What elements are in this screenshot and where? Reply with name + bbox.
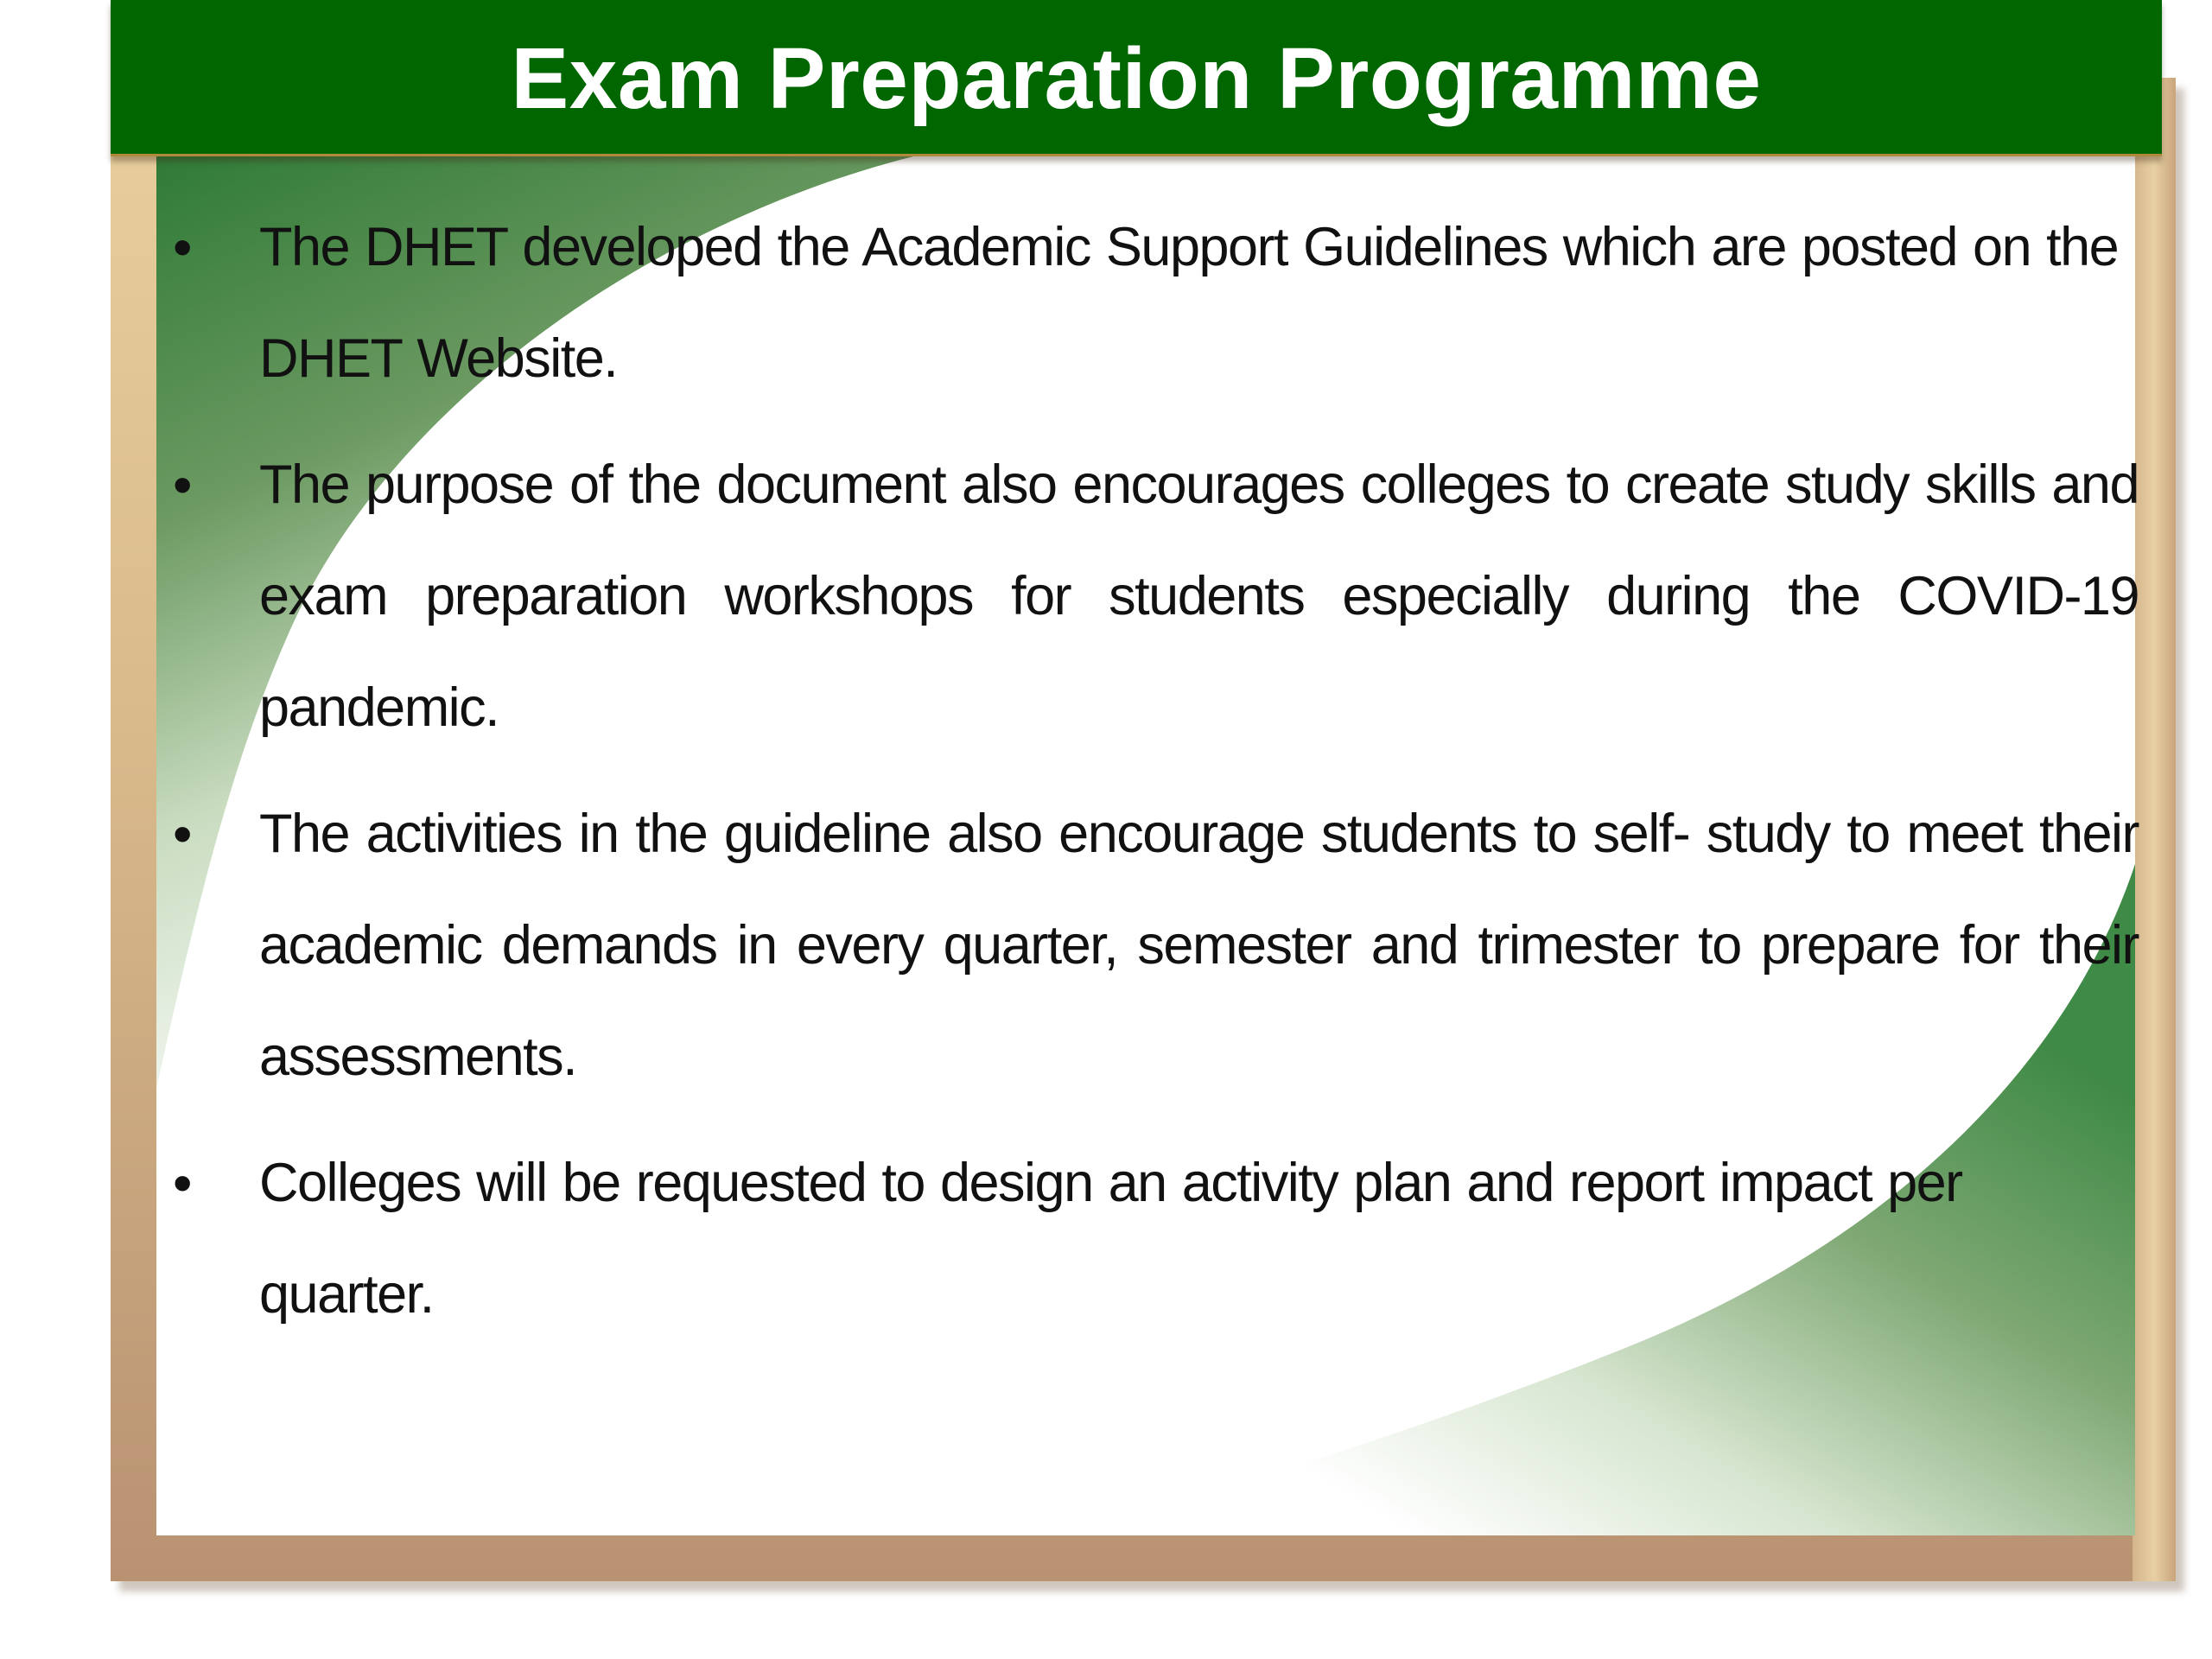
bullet-text: The DHET developed the Academic Support Guidelines which are posted on the DHET Website. [259,217,2119,389]
bullet-marker: • [173,1152,193,1214]
bullet-text: The activities in the guideline also encourage students to self- study to meet their academic demands in every quarter, semester and trimester to prepare for their assessments. [259,804,2139,1087]
bullet-list [173,192,2139,1365]
bullet-marker: • [173,454,193,516]
bullet-item [173,192,2139,415]
bullet-text: Colleges will be requested to design an activity plan and report impact per quarter. [259,1153,1962,1325]
title-bar [111,0,2162,156]
bullet-marker: • [173,803,193,865]
bullet-item [173,779,2139,1113]
bullet-item [173,429,2139,764]
bullet-text: The purpose of the document also encourages colleges to create study skills and exam preparation workshops for students especially during the COVID-19 pandemic. [259,454,2139,738]
frame-right-edge [2133,78,2176,1581]
bullet-item [173,1128,2139,1351]
slide-title: Exam Preparation Programme [511,29,1762,127]
bullet-marker: • [173,216,193,278]
